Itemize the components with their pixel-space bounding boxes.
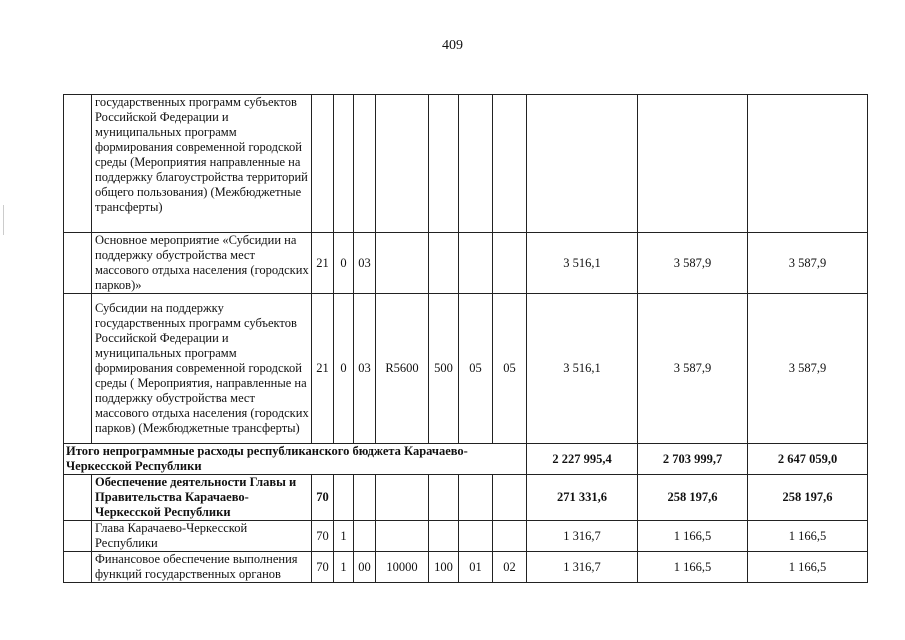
code-cell (493, 95, 527, 233)
table-row (64, 294, 868, 444)
code-cell (493, 521, 527, 552)
code-cell (334, 95, 354, 233)
amount-cell (638, 95, 748, 233)
code-cell (493, 475, 527, 521)
code-cell (429, 95, 459, 233)
table-body (64, 95, 868, 583)
amount-cell (748, 95, 868, 233)
code-cell (354, 475, 376, 521)
code-cell: 100 (429, 552, 459, 583)
code-cell (376, 475, 429, 521)
code-cell: 0 (334, 233, 354, 294)
code-cell: 500 (429, 294, 459, 444)
code-cell (354, 521, 376, 552)
code-cell: 05 (493, 294, 527, 444)
item-name-cell: Глава Карачаево-Черкесской Республики (92, 521, 312, 552)
code-cell (459, 521, 493, 552)
code-cell: 70 (312, 552, 334, 583)
budget-table (63, 94, 868, 583)
code-cell (376, 233, 429, 294)
item-name-cell: Основное мероприятие «Субсидии на поддержку обустройства мест массового отдыха населения (городских парков)» (92, 233, 312, 294)
code-cell (376, 521, 429, 552)
amount-cell: 3 516,1 (527, 233, 638, 294)
code-cell: 70 (312, 521, 334, 552)
amount-cell: 2 227 995,4 (527, 444, 638, 475)
item-name-cell: Субсидии на поддержку государственных программ субъектов Российской Федерации и муниципальных программ формирования современной городской среды ( Мероприятия, направленные на поддержку обустройства мест массового отдыха населения (городских парков) (Межбюджетные трансферты) (92, 294, 312, 444)
amount-cell: 1 166,5 (748, 521, 868, 552)
item-name-cell: государственных программ субъектов Российской Федерации и муниципальных программ формирования современной городской среды (Мероприятия направленные на поддержку благоустройства территорий общего пользования) (Межбюджетные трансферты) (92, 95, 312, 233)
code-cell (376, 95, 429, 233)
code-cell: R5600 (376, 294, 429, 444)
code-cell: 0 (334, 294, 354, 444)
amount-cell: 2 703 999,7 (638, 444, 748, 475)
code-cell (429, 475, 459, 521)
amount-cell: 258 197,6 (748, 475, 868, 521)
code-cell: 03 (354, 294, 376, 444)
index-cell (64, 233, 92, 294)
budget-table-container (63, 94, 868, 583)
amount-cell (527, 95, 638, 233)
code-cell (312, 95, 334, 233)
code-cell (459, 95, 493, 233)
amount-cell: 2 647 059,0 (748, 444, 868, 475)
amount-cell: 3 516,1 (527, 294, 638, 444)
code-cell: 21 (312, 233, 334, 294)
table-row (64, 233, 868, 294)
table-row (64, 552, 868, 583)
amount-cell: 1 316,7 (527, 521, 638, 552)
code-cell: 1 (334, 552, 354, 583)
code-cell (354, 95, 376, 233)
amount-cell: 1 166,5 (748, 552, 868, 583)
code-cell: 02 (493, 552, 527, 583)
table-row (64, 521, 868, 552)
code-cell: 03 (354, 233, 376, 294)
table-row (64, 444, 868, 475)
amount-cell: 3 587,9 (638, 233, 748, 294)
item-name-cell: Финансовое обеспечение выполнения функций государственных органов (92, 552, 312, 583)
item-name-cell: Обеспечение деятельности Главы и Правительства Карачаево-Черкесской Республики (92, 475, 312, 521)
scan-edge-mark (3, 205, 4, 235)
amount-cell: 3 587,9 (748, 233, 868, 294)
amount-cell: 1 166,5 (638, 521, 748, 552)
index-cell (64, 475, 92, 521)
code-cell (429, 521, 459, 552)
code-cell: 01 (459, 552, 493, 583)
amount-cell: 3 587,9 (638, 294, 748, 444)
index-cell (64, 552, 92, 583)
code-cell: 70 (312, 475, 334, 521)
code-cell (493, 233, 527, 294)
amount-cell: 271 331,6 (527, 475, 638, 521)
amount-cell: 3 587,9 (748, 294, 868, 444)
code-cell: 00 (354, 552, 376, 583)
amount-cell: 1 166,5 (638, 552, 748, 583)
code-cell (334, 475, 354, 521)
amount-cell: 1 316,7 (527, 552, 638, 583)
code-cell: 10000 (376, 552, 429, 583)
table-row (64, 95, 868, 233)
table-row (64, 475, 868, 521)
code-cell (459, 475, 493, 521)
amount-cell: 258 197,6 (638, 475, 748, 521)
code-cell (429, 233, 459, 294)
code-cell: 05 (459, 294, 493, 444)
index-cell (64, 521, 92, 552)
page-number: 409 (442, 38, 463, 53)
total-label-cell: Итого непрограммные расходы республиканского бюджета Карачаево-Черкесской Республики (64, 444, 527, 475)
code-cell: 1 (334, 521, 354, 552)
index-cell (64, 294, 92, 444)
code-cell: 21 (312, 294, 334, 444)
code-cell (459, 233, 493, 294)
index-cell (64, 95, 92, 233)
